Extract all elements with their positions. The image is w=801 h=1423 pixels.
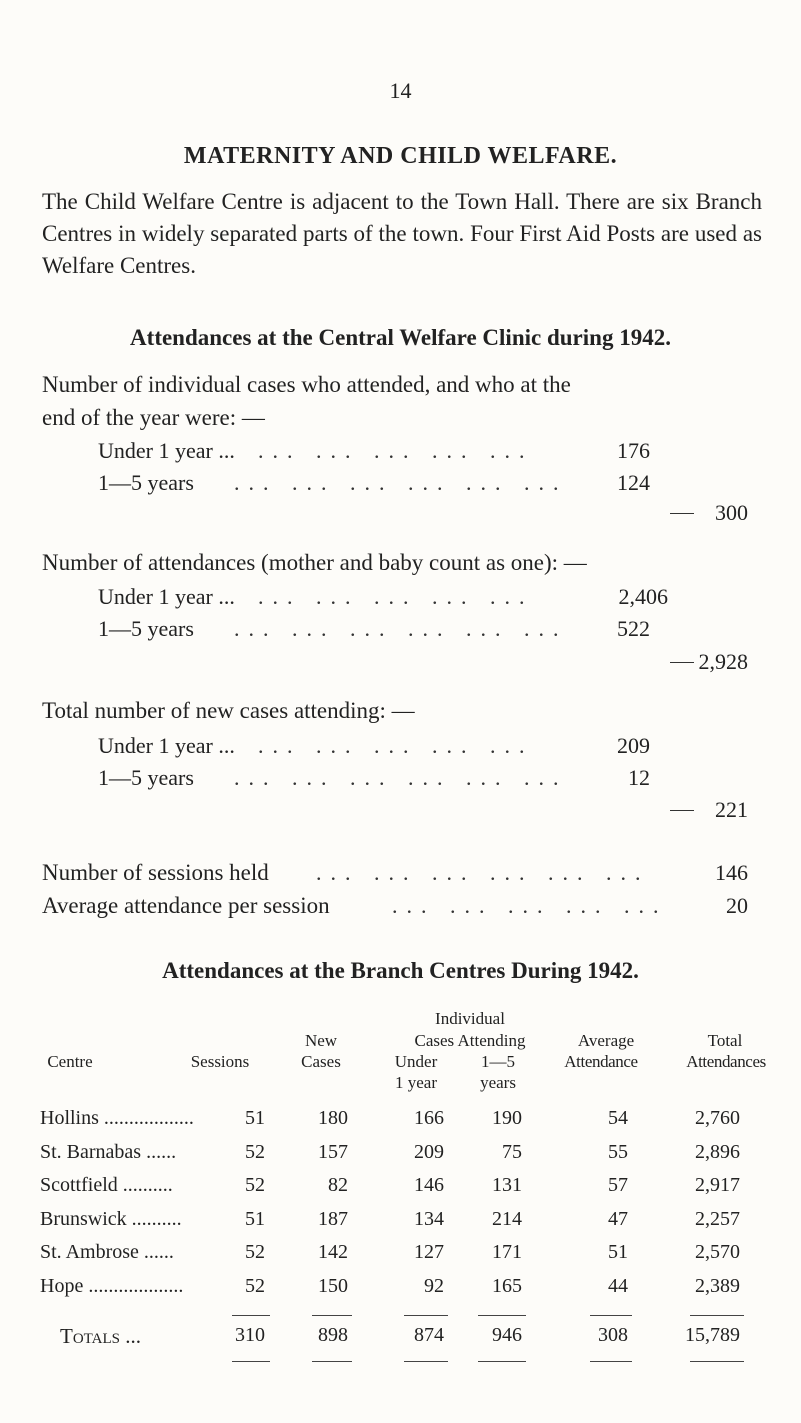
cell-one5: 75: [502, 1140, 522, 1163]
new-cases-1-5-value: 12: [628, 765, 650, 790]
new-cases-label: Total number of new cases attending: —: [42, 698, 415, 723]
hdr-centre: Centre: [47, 1052, 93, 1071]
cell-sessions: 51: [245, 1107, 265, 1129]
cell-one5: 165: [492, 1274, 522, 1297]
central-heading: Attendances at the Central Welfare Clinic during 1942.: [130, 325, 671, 350]
totals-underline: [232, 1361, 270, 1362]
totals-new: 898: [318, 1324, 348, 1346]
totals-rule: [690, 1315, 744, 1316]
attendances-1-5-value: 522: [617, 616, 650, 641]
cell-sessions: 52: [245, 1241, 265, 1263]
leader-dots: ... ... ... ... ... ...: [234, 616, 568, 641]
hdr-new: New: [304, 1031, 338, 1050]
new-cases-1-5-label: 1—5 years: [98, 765, 194, 790]
totals-rule: [232, 1315, 270, 1316]
leader-dots: ... ... ... ... ...: [392, 893, 668, 918]
sessions-value: 146: [715, 860, 748, 885]
centre-name: Brunswick ..........: [40, 1207, 182, 1230]
hdr-cases: Cases: [301, 1052, 341, 1071]
cell-new: 157: [318, 1140, 348, 1163]
hdr-attendance: Attendance: [564, 1052, 638, 1071]
cell-new: 180: [318, 1107, 348, 1129]
hdr-years: years: [480, 1073, 516, 1092]
cell-one5: 214: [492, 1207, 522, 1230]
leader-dots: ... ... ... ... ... ...: [316, 860, 650, 885]
cell-sessions: 52: [245, 1140, 265, 1163]
totals-label: Totals ...: [60, 1324, 141, 1348]
totals-avg: 308: [598, 1324, 628, 1346]
centre-name: St. Barnabas ......: [40, 1140, 177, 1163]
hdr-total: Total: [707, 1031, 743, 1050]
branch-heading: Attendances at the Branch Centres During 1942.: [162, 958, 639, 983]
cell-total: 2,917: [695, 1174, 740, 1196]
cell-under1: 209: [414, 1140, 444, 1163]
new-cases-under1-value: 209: [617, 733, 650, 758]
cell-under1: 127: [414, 1241, 444, 1263]
totals-underline: [312, 1361, 352, 1362]
centre-name: St. Ambrose ......: [40, 1241, 174, 1263]
cell-under1: 134: [414, 1207, 444, 1230]
attendances-label: Number of attendances (mother and baby count as one): —: [42, 550, 587, 575]
average-value: 20: [726, 893, 748, 918]
individual-1-5-label: 1—5 years: [98, 470, 194, 495]
individual-label-line1: Number of individual cases who attended, and who at the: [42, 372, 571, 397]
cell-new: 142: [318, 1241, 348, 1263]
individual-total: 300: [715, 500, 748, 525]
totals-underline: [404, 1361, 448, 1362]
new-cases-under1-label: Under 1 year ...: [98, 733, 235, 758]
individual-under1-value: 176: [617, 438, 650, 463]
cell-under1: 166: [414, 1107, 444, 1129]
totals-sessions: 310: [235, 1324, 265, 1346]
cell-sessions: 52: [245, 1174, 265, 1196]
sessions-label: Number of sessions held: [42, 860, 269, 885]
cell-new: 150: [318, 1274, 348, 1297]
cell-avg: 47: [608, 1207, 628, 1230]
hdr-1-5: 1—5: [481, 1052, 515, 1071]
hdr-individual: Individual: [435, 1009, 505, 1028]
cell-total: 2,896: [695, 1140, 740, 1163]
cell-under1: 146: [414, 1174, 444, 1196]
totals-rule: [404, 1315, 448, 1316]
cell-sessions: 52: [245, 1274, 265, 1297]
totals-rule: [312, 1315, 352, 1316]
cell-avg: 51: [608, 1241, 628, 1263]
individual-under1-label: Under 1 year ...: [98, 438, 235, 463]
cell-total: 2,760: [695, 1107, 740, 1129]
leader-dots: ... ... ... ... ...: [258, 438, 534, 463]
totals-one5: 946: [492, 1324, 522, 1346]
hdr-under: Under: [394, 1052, 438, 1071]
cell-avg: 57: [608, 1174, 628, 1196]
cell-sessions: 51: [245, 1207, 265, 1230]
cell-avg: 55: [608, 1140, 628, 1163]
centre-name: Hope ...................: [40, 1274, 184, 1297]
cell-new: 82: [328, 1174, 348, 1196]
intro-paragraph: The Child Welfare Centre is adjacent to the Town Hall. There are six Branch Centres in widely separated parts of the town. Four First Aid Posts are used as Welfare Centres.: [42, 189, 762, 278]
hdr-average: Average: [577, 1031, 635, 1050]
attendances-under1-value: 2,406: [618, 584, 668, 609]
cell-one5: 131: [492, 1174, 522, 1196]
average-label: Average attendance per session: [42, 893, 330, 918]
new-cases-total: 221: [715, 797, 748, 822]
individual-1-5-value: 124: [617, 470, 650, 495]
cell-avg: 44: [608, 1274, 628, 1297]
totals-underline: [478, 1361, 526, 1362]
cell-under1: 92: [424, 1274, 444, 1297]
individual-label-line2: end of the year were: —: [42, 405, 265, 430]
hdr-1-year: 1 year: [394, 1073, 437, 1092]
cell-one5: 171: [492, 1241, 522, 1263]
totals-rule: [478, 1315, 526, 1316]
page-title: MATERNITY AND CHILD WELFARE.: [183, 143, 618, 169]
hdr-cases-attending: Cases Attending: [414, 1031, 526, 1050]
cell-total: 2,389: [695, 1274, 740, 1297]
leader-dots: ... ... ... ... ... ...: [234, 470, 568, 495]
cell-avg: 54: [608, 1107, 628, 1129]
attendances-total: 2,928: [698, 649, 748, 674]
totals-under1: 874: [414, 1324, 444, 1346]
leader-dots: ... ... ... ... ...: [258, 584, 534, 609]
leader-dots: ... ... ... ... ...: [258, 733, 534, 758]
hdr-attendances: Attendances: [686, 1052, 766, 1071]
centre-name: Hollins ..................: [40, 1107, 194, 1129]
hdr-sessions: Sessions: [190, 1052, 250, 1071]
totals-total: 15,789: [685, 1324, 740, 1346]
cell-one5: 190: [492, 1107, 522, 1129]
leader-dots: ... ... ... ... ... ...: [234, 765, 568, 790]
totals-rule: [590, 1315, 632, 1316]
page-number: 14: [389, 78, 412, 103]
cell-total: 2,257: [695, 1207, 740, 1230]
totals-underline: [590, 1361, 632, 1362]
centre-name: Scottfield ..........: [40, 1174, 173, 1196]
cell-new: 187: [318, 1207, 348, 1230]
attendances-under1-label: Under 1 year ...: [98, 584, 235, 609]
totals-underline: [690, 1361, 744, 1362]
cell-total: 2,570: [695, 1241, 740, 1263]
attendances-1-5-label: 1—5 years: [98, 616, 194, 641]
